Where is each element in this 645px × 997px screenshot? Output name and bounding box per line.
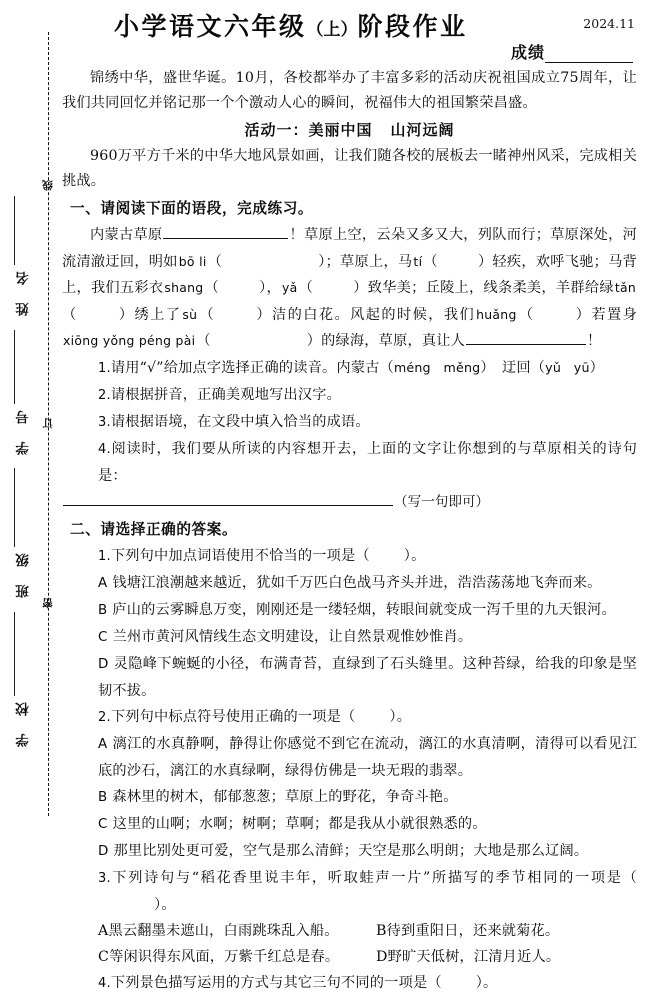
choice-question-2-tail: ）。 <box>389 708 412 725</box>
section-one-question-1 <box>62 355 637 382</box>
question-2-text: 请根据拼音，正确美观地写出汉字。 <box>110 386 342 403</box>
option-text: 黑云翻墨未遮山，白雨跳珠乱入船。 <box>108 922 339 939</box>
option-letter: B <box>376 922 387 939</box>
choice-question-2-text: 下列句中标点符号使用正确的一项是（ <box>110 708 356 725</box>
seal-margin <box>0 0 56 816</box>
passage-seg-7: 绣上了 <box>134 306 182 323</box>
seal-field-class-label: 班 级 <box>16 551 32 598</box>
option-text: 野旷天低树，江清月近人。 <box>387 948 561 965</box>
score-row <box>511 40 633 63</box>
page-title <box>114 7 468 43</box>
page-title-semester: （上） <box>306 20 358 40</box>
seal-field-student-id[interactable] <box>14 330 48 455</box>
option-text: 漓江的水真静啊，静得让你感觉不到它在流动，漓江的水真清啊，清得可以看见江底的沙石，漓江的水真绿啊，绿得仿佛是一块无瑕的翡翠。 <box>98 735 637 779</box>
pinyin-huang: huǎng <box>476 306 517 322</box>
passage-seg-3: ；草原上，马 <box>325 253 413 270</box>
option-letter: D <box>98 843 109 859</box>
option-letter: B <box>98 602 108 618</box>
choice-question-3-number: 3. <box>98 870 111 886</box>
seal-field-student-id-label: 学 号 <box>16 408 32 455</box>
score-blank-field[interactable] <box>545 46 633 63</box>
choice-question-2-option-b[interactable] <box>62 784 637 811</box>
question-1-text-c: ） <box>589 359 605 376</box>
choice-question-1-tail: ）。 <box>403 547 426 564</box>
choice-question-1-text: 下列句中加点词语使用不恰当的一项是（ <box>110 547 370 564</box>
choice-question-4-tail: ）。 <box>475 974 498 991</box>
passage-seg-1: 内蒙古草原 <box>90 227 163 243</box>
choice-question-2-number: 2. <box>98 709 111 725</box>
question-4-answer-blank[interactable] <box>63 492 393 506</box>
activity-title-sub: 山河远阔 <box>390 121 455 139</box>
option-letter: C <box>98 629 108 645</box>
option-text: 这里的山啊；水啊；树啊；草啊；都是我从小就很熟悉的。 <box>112 815 487 832</box>
option-text: 钱塘江浪潮越来越近，犹如千万匹白色战马齐头并进，浩浩荡荡地飞奔而来。 <box>112 574 602 591</box>
pinyin-ti: tí <box>413 253 423 269</box>
passage-blank-2[interactable] <box>466 331 586 345</box>
seal-field-class-rule[interactable] <box>14 468 15 548</box>
exam-page <box>56 0 645 991</box>
document-header <box>62 0 637 66</box>
option-text: 兰州市黄河风情线生态文明建设，让自然景观惟妙惟肖。 <box>112 628 473 645</box>
question-1-pinyin-choices-2[interactable]: yǔ yū <box>545 359 590 375</box>
option-text: 等闲识得东风面，万紫千红总是春。 <box>109 948 340 965</box>
page-title-part1: 小学语文六年级 <box>114 12 307 41</box>
choice-question-3-option-a[interactable] <box>98 918 376 944</box>
paper-date: 2024.11 <box>583 16 635 31</box>
passage-seg-6: 致华美；丘陵上，线条柔美，羊群给绿 <box>367 280 614 296</box>
pinyin-xiongyongpengpai: xiōng yǒng péng pài <box>63 333 196 348</box>
question-3-number: 3. <box>98 414 111 430</box>
pinyin-tan: tǎn <box>614 280 637 295</box>
choice-question-1-option-b[interactable] <box>62 597 637 624</box>
choice-question-2-option-c[interactable] <box>62 811 637 838</box>
question-1-pinyin-choices-1[interactable]: méng měng <box>393 359 481 375</box>
option-letter: B <box>98 789 108 805</box>
choice-question-4-text: 下列景色描写运用的方式与其它三句不同的一项是（ <box>110 974 442 991</box>
pinyin-ya: yǎ <box>282 280 298 295</box>
choice-question-2-stem <box>62 704 637 731</box>
choice-question-1-stem <box>62 543 637 570</box>
seal-field-name[interactable] <box>14 196 48 316</box>
choice-question-3-tail: ）。 <box>154 896 176 913</box>
option-text: 森林里的树木，郁郁葱葱；草原上的野花，争奇斗艳。 <box>112 788 458 805</box>
activity-title <box>62 117 637 144</box>
section-one-question-2 <box>62 382 637 409</box>
choice-question-1-number: 1. <box>98 548 111 564</box>
choice-question-2-option-d[interactable] <box>62 838 637 865</box>
passage-seg-4: 轻疾，欢呼飞驰；马背上，我们五彩衣 <box>62 253 637 296</box>
question-1-text-a: 请用“√”给加点字选择正确的读音。内蒙古（ <box>110 359 394 376</box>
question-1-text-b: ） 迂回（ <box>480 359 546 376</box>
seal-mark-seal: 密 <box>42 598 54 609</box>
option-letter: C <box>98 816 108 832</box>
passage-seg-11: ！ <box>587 333 602 349</box>
pinyin-shang: shang <box>164 280 204 295</box>
choice-question-4-number: 4. <box>98 975 111 991</box>
choice-question-1-option-d[interactable] <box>62 651 637 704</box>
pinyin-boli: bō li <box>178 253 207 269</box>
activity-lead: 960万平方千米的中华大地风景如画，让我们随各校的展板去一睹神州风采，完成相关挑战。 <box>62 148 637 189</box>
section-one-question-4-answer-row <box>62 489 637 515</box>
section-one-question-4 <box>62 436 637 489</box>
option-text: 那里比别处更可爱，空气是那么清鲜；天空是那么明朗；大地是那么辽阔。 <box>113 842 589 859</box>
intro-paragraph: 锦绣中华，盛世华诞。10月，各校都举办了丰富多彩的活动庆祝祖国成立75周年，让我们共同回忆并铭记那一个个激动人心的瞬间，祝福伟大的祖国繁荣昌盛。 <box>62 70 637 111</box>
page-title-part2: 阶段作业 <box>357 12 468 41</box>
choice-question-3-option-row-2 <box>62 944 637 970</box>
passage-seg-9: 若置身 <box>591 306 637 323</box>
question-4-number: 4. <box>98 441 111 457</box>
seal-field-school-label: 学 校 <box>16 700 32 747</box>
choice-question-3-option-c[interactable] <box>98 944 376 970</box>
option-text: 灵隐峰下蜿蜒的小径，布满青苔，直绿到了石头缝里。这种苔绿，给我的印象是坚韧不拔。 <box>98 655 637 699</box>
section-two-heading: 二、请选择正确的答案。 <box>70 520 238 538</box>
option-text: 待到重阳日，还来就菊花。 <box>386 922 560 939</box>
option-letter: C <box>98 948 110 965</box>
seal-field-student-id-rule[interactable] <box>14 330 15 405</box>
passage-seg-10: 的绿海，草原，真让人 <box>321 333 466 349</box>
seal-field-class[interactable] <box>14 468 48 598</box>
option-letter: D <box>98 656 109 672</box>
question-4-note: （写一句即可） <box>394 493 490 510</box>
choice-question-3-option-b[interactable] <box>376 918 559 944</box>
option-text: 庐山的云雾瞬息万变，刚刚还是一缕轻烟，转眼间就变成一泻千里的九天银河。 <box>112 601 616 618</box>
question-4-text: 阅读时，我们要从所读的内容想开去，上面的文字让你想到的与草原相关的诗句是： <box>98 440 637 484</box>
choice-question-3-stem <box>62 865 637 918</box>
seal-field-school[interactable] <box>14 612 48 747</box>
passage-seg-5: ， <box>266 280 281 296</box>
passage-seg-8: 洁的白花。风起的时候，我们 <box>272 306 476 323</box>
seal-field-name-label: 姓 名 <box>16 269 32 316</box>
choice-question-3-option-d[interactable] <box>376 944 560 970</box>
passage-blank-1[interactable] <box>163 225 288 239</box>
question-3-text: 请根据语境，在文段中填入恰当的成语。 <box>110 413 370 430</box>
seal-mark-line: 线 <box>42 180 54 191</box>
score-label: 成绩 <box>510 43 545 62</box>
option-letter: A <box>98 736 108 752</box>
choice-question-2-option-a[interactable] <box>62 731 637 784</box>
choice-question-3-option-row-1 <box>62 918 637 944</box>
question-2-number: 2. <box>98 387 111 403</box>
seal-mark-bind: 订 <box>42 418 54 429</box>
question-1-number: 1. <box>98 360 111 376</box>
choice-question-1-option-c[interactable] <box>62 624 637 651</box>
passage-seg-2: ！草原上空，云朵又多又大，列队而行；草原深处，河流清澈迂回，明如 <box>62 227 637 270</box>
choice-question-1-option-a[interactable] <box>62 570 637 597</box>
choice-question-3-text: 下列诗句与“稻花香里说丰年，听取蛙声一片”所描写的季节相同的一项是（ <box>110 869 637 886</box>
pinyin-su: sù <box>182 306 198 322</box>
option-letter: D <box>376 948 388 965</box>
section-one-heading: 一、请阅读下面的语段，完成练习。 <box>70 200 314 217</box>
seal-field-school-rule[interactable] <box>14 612 15 697</box>
section-one-question-3 <box>62 409 637 436</box>
option-letter: A <box>98 922 109 939</box>
reading-passage: 内蒙古草原 ！草原上空，云朵又多又大，列队而行；草原深处，河流清澈迂回，明如bō li（ ）；草原上，马tí（ ）轻疾，欢呼飞驰；马背上，我们五彩衣shang（ ），yǎ（ ）致华美；丘陵上，线条柔美，羊群给绿tǎn（ ）绣上了sù（ ）洁的白花。风起的时候，我们huǎng（ ）若置身xiōng yǒng péng pài（ ）的绿海，草原，真让人 ！ <box>62 227 637 349</box>
seal-field-name-rule[interactable] <box>14 196 15 266</box>
option-letter: A <box>98 575 108 591</box>
activity-title-label: 活动一：美丽中国 <box>244 121 373 139</box>
choice-question-4-stem <box>62 970 637 997</box>
